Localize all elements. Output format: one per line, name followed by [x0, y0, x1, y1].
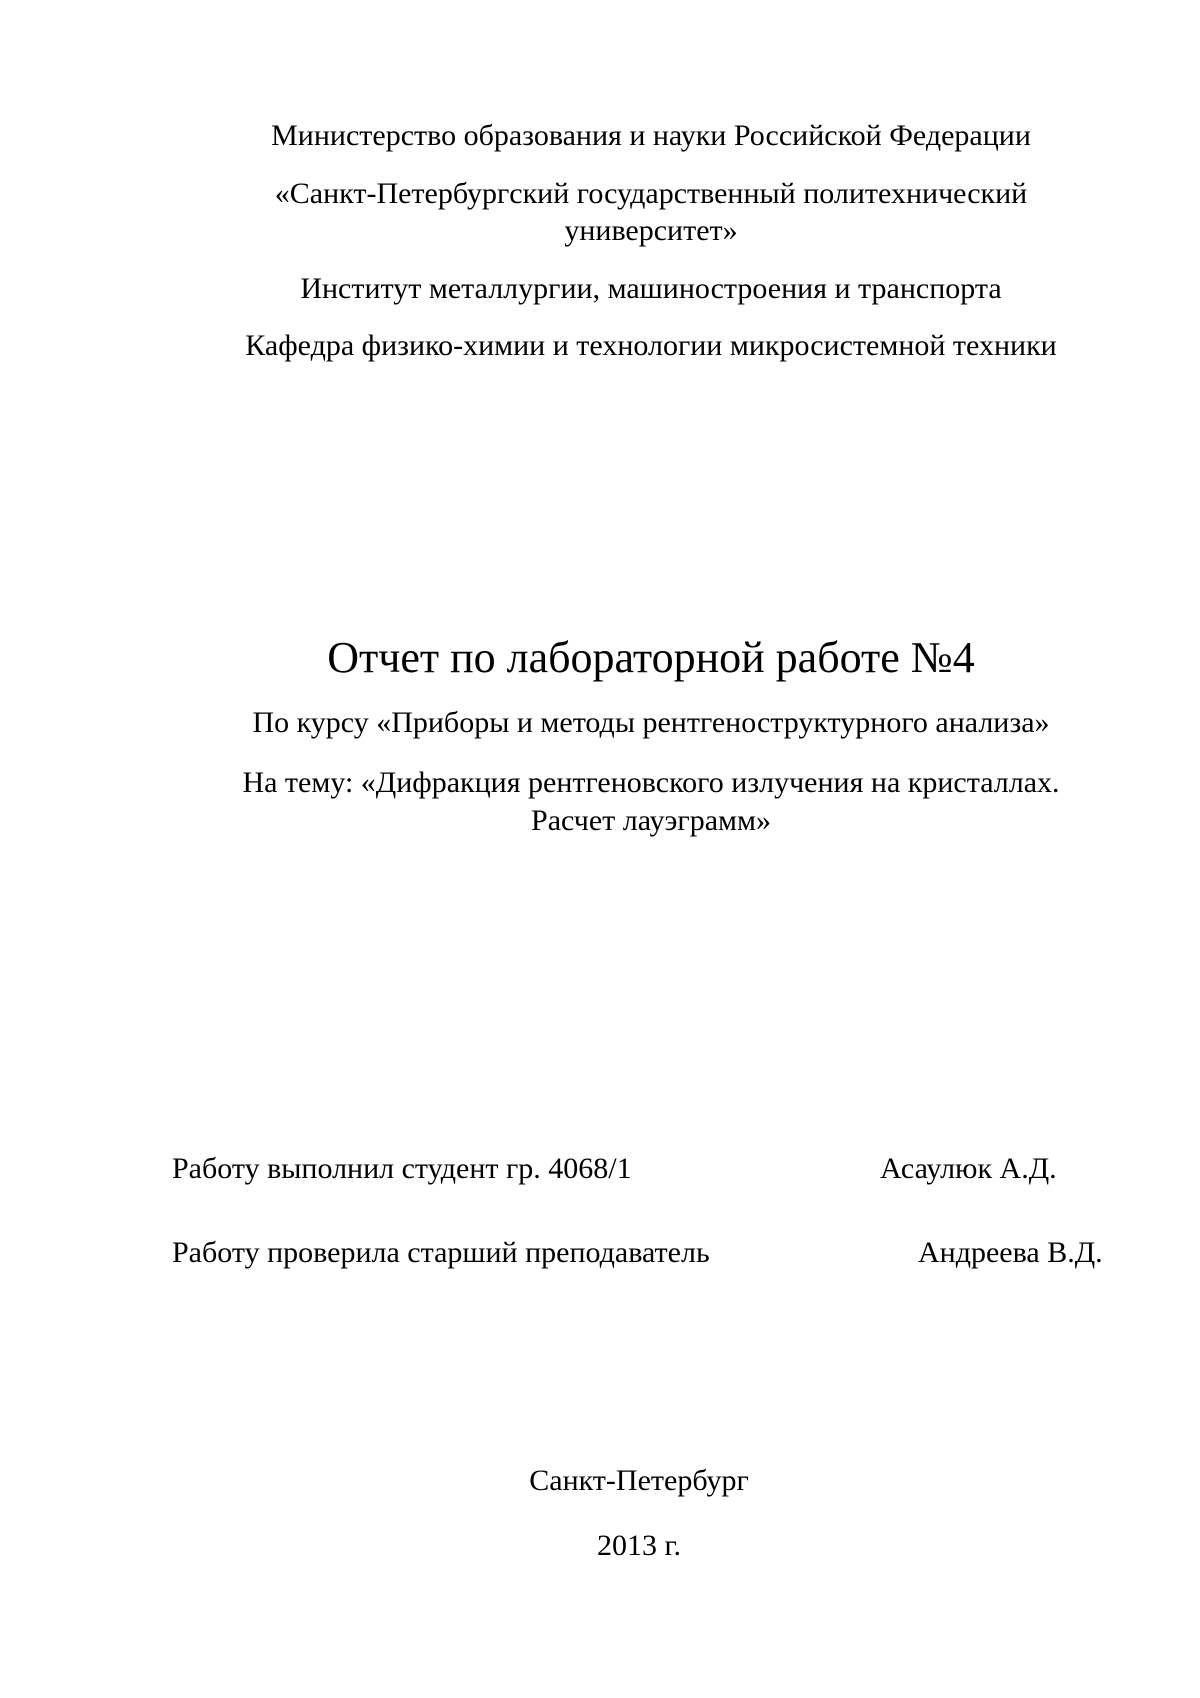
year-line: 2013 г. — [597, 1529, 681, 1562]
university-line-1: «Санкт-Петербургский государственный политехнический — [274, 177, 1028, 210]
course-line: По курсу «Приборы и методы рентгеноструктурного анализа» — [252, 706, 1050, 739]
department-line: Кафедра физико-химии и технологии микросистемной техники — [245, 329, 1057, 362]
city-line: Санкт-Петербург — [529, 1464, 749, 1497]
institute-line: Институт металлургии, машиностроения и транспорта — [300, 272, 1002, 305]
performed-by-name: Асаулюк А.Д. — [880, 1152, 1057, 1185]
checked-by-label: Работу проверила старший преподаватель — [172, 1236, 710, 1269]
report-title: Отчет по лабораторной работе №4 — [327, 633, 975, 682]
topic-line-1: На тему: «Дифракция рентгеновского излучения на кристаллах. — [242, 766, 1060, 799]
ministry-line: Министерство образования и науки Российской Федерации — [271, 119, 1031, 152]
university-line-2: университет» — [564, 214, 738, 247]
topic-line-2: Расчет лауэграмм» — [531, 804, 771, 837]
checked-by-name: Андреева В.Д. — [918, 1236, 1103, 1269]
performed-by-label: Работу выполнил студент гр. 4068/1 — [172, 1152, 632, 1185]
